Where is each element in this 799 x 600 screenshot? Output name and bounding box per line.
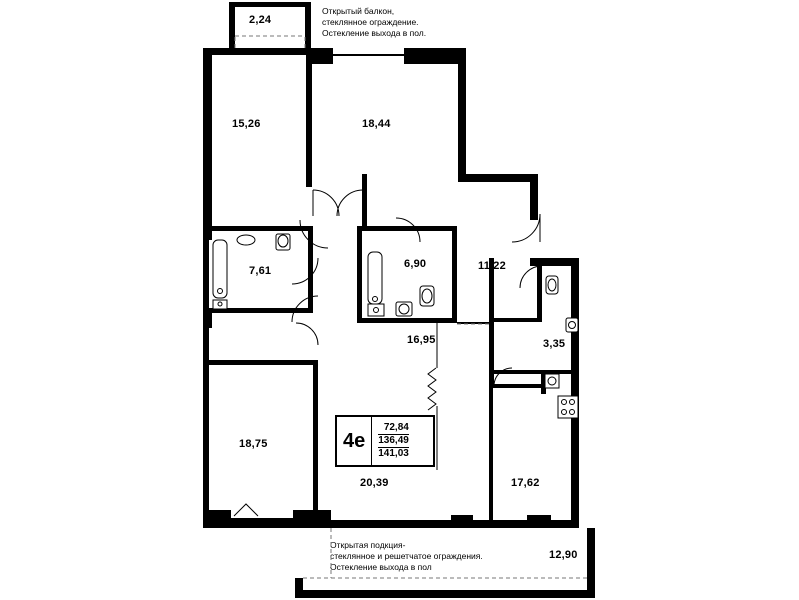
wall: [489, 384, 547, 388]
wall: [203, 312, 212, 328]
wall: [203, 510, 231, 528]
note-line: Остекление выхода в пол: [330, 562, 432, 572]
area-living: 72,84: [378, 422, 409, 435]
note-line: Открытый балкон,: [322, 6, 395, 16]
room-label-wc-right: 3,35: [543, 338, 566, 350]
wall: [308, 226, 313, 312]
apartment-info-box: [335, 415, 435, 467]
room-label-balcony-top: 2,24: [249, 14, 272, 26]
note-line: Остекление выхода в пол.: [322, 28, 427, 38]
wall: [313, 360, 318, 520]
wall: [489, 370, 579, 374]
wall: [203, 240, 209, 312]
room-label-bathroom-left: 7,61: [249, 265, 272, 277]
wall: [489, 388, 493, 520]
wall: [489, 318, 541, 322]
wall: [537, 266, 542, 322]
wall: [203, 328, 209, 510]
apartment-type: 4е: [343, 429, 366, 452]
wall: [306, 55, 312, 187]
wall: [527, 515, 551, 528]
area-total-with: 141,03: [378, 448, 409, 459]
wall: [231, 518, 293, 528]
wall: [293, 510, 331, 528]
wall: [209, 360, 315, 365]
wall: [473, 520, 527, 528]
note-line: стеклянное ограждение.: [322, 17, 419, 27]
room-label-bedroom-left-bottom: 18,75: [239, 438, 268, 450]
wall: [357, 226, 362, 322]
wall: [451, 515, 473, 528]
wall: [452, 226, 457, 322]
wall: [209, 226, 313, 231]
wall: [203, 48, 212, 226]
room-label-bedroom-right: 11,22: [478, 260, 506, 272]
wall: [571, 388, 579, 528]
wall: [571, 334, 579, 388]
apartment-areas: [371, 417, 415, 465]
wall: [458, 48, 466, 182]
room-label-terrace-bottom: 12,90: [549, 549, 578, 561]
room-label-living-room-top: 18,44: [362, 118, 391, 130]
area-total-without: 136,49: [378, 435, 409, 446]
wall: [571, 264, 579, 334]
wall: [587, 528, 595, 598]
wall: [530, 180, 538, 220]
wall: [203, 48, 311, 55]
room-label-bathroom-middle: 6,90: [404, 258, 427, 270]
room-label-living-room-bottom: 20,39: [360, 477, 389, 489]
wall: [305, 2, 311, 48]
note-bottom-terrace: [330, 540, 483, 573]
wall: [464, 174, 538, 182]
wall: [357, 318, 457, 323]
railing: [303, 592, 587, 594]
room-label-kitchen: 17,62: [511, 477, 540, 489]
room-label-bedroom-left-top: 15,26: [232, 118, 261, 130]
window: [333, 54, 404, 56]
wall: [229, 2, 235, 48]
wall: [331, 520, 451, 528]
wall: [209, 308, 313, 313]
wall: [362, 174, 367, 226]
note-top-balcony: [322, 6, 426, 39]
wall: [530, 258, 579, 266]
room-label-hall: 16,95: [407, 334, 436, 346]
opening: [457, 322, 493, 324]
wall: [311, 48, 333, 64]
wall: [404, 48, 464, 64]
note-line: стеклянное и решетчатое ограждения.: [330, 551, 483, 561]
wall: [357, 226, 457, 231]
note-line: Открытая подкция-: [330, 540, 406, 550]
wall: [229, 2, 311, 7]
